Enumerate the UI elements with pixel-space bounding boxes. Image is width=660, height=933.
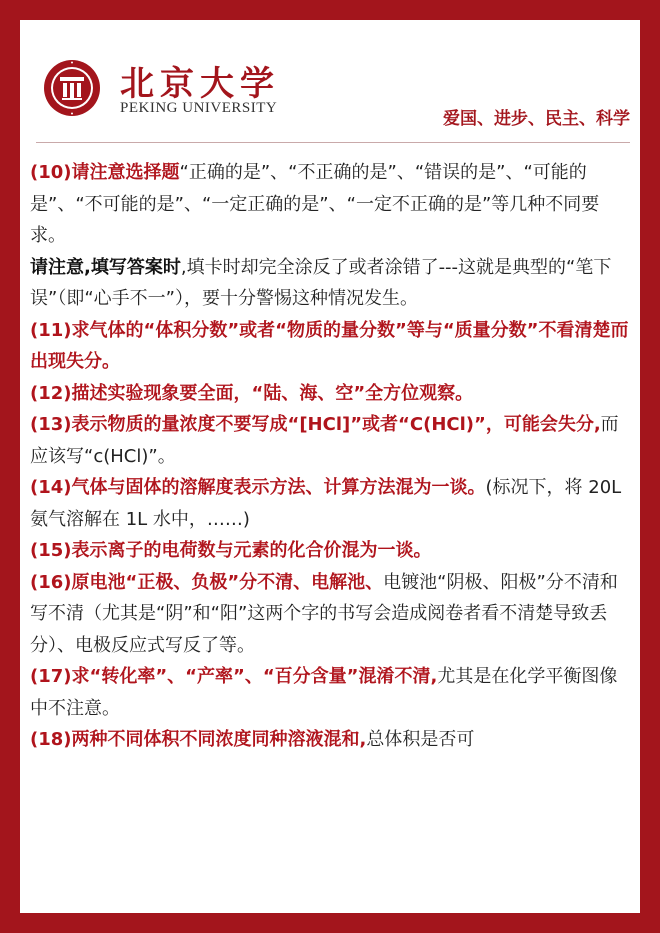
university-logo-chinese: 北京大学 <box>120 64 280 104</box>
item-17-heading: (17)求“转化率”、“产率”、“百分含量”混淆不清, <box>30 666 438 687</box>
note-text: ,填卡时却完全涂反了或者涂错了---这就是典型的“笔下误”（即“心手不一”），要十分警惕这种情况发生。 <box>30 256 612 309</box>
item-10-heading: (10)请注意选择题 <box>30 162 180 183</box>
document-body <box>30 157 634 756</box>
item-15-text: (15)表示离子的电荷数与元素的化合价混为一谈。 <box>30 540 432 561</box>
item-16 <box>30 567 634 662</box>
item-16-text: 电镀池“阴极、阳极”分不清和写不清（尤其是“阴”和“阳”这两个字的书写会造成阅卷者看不清楚导致丢分）、电极反应式写反了等。 <box>30 571 618 656</box>
item-12-text: (12)描述实验现象要全面，“陆、海、空”全方位观察。 <box>30 382 474 404</box>
item-18-text: 总体积是否可 <box>366 729 475 750</box>
header-divider <box>36 142 630 143</box>
note-heading: 请注意,填写答案时 <box>30 256 181 278</box>
item-14-text: (标况下，将 20L 氨气溶解在 1L 水中，……) <box>30 477 622 530</box>
item-18 <box>30 724 634 756</box>
page-header <box>20 20 640 145</box>
item-13-text: 而应该写“c(HCl)”。 <box>30 414 619 467</box>
note-paragraph <box>30 252 634 315</box>
item-11 <box>30 315 634 378</box>
item-15 <box>30 535 634 567</box>
item-16-heading: (16)原电池“正极、负极”分不清、电解池、 <box>30 571 384 593</box>
item-11-text: (11)求气体的“体积分数”或者“物质的量分数”等与“质量分数”不看清楚而出现失分。 <box>30 319 629 372</box>
item-10-text: “正确的是”、“不正确的是”、“错误的是”、“可能的是”、“不可能的是”、“一定正确的是”、“一定不正确的是”等几种不同要求。 <box>30 162 600 246</box>
university-logo-english: PEKING UNIVERSITY <box>120 100 278 116</box>
item-13-heading: (13)表示物质的量浓度不要写成“[HCl]”或者“C(HCl)”，可能会失分, <box>30 414 601 435</box>
document-page <box>20 20 640 913</box>
item-10 <box>30 157 634 252</box>
item-14 <box>30 472 634 535</box>
peking-university-seal-icon <box>42 58 102 118</box>
item-17-text: 尤其是在化学平衡图像中不注意。 <box>30 666 618 719</box>
item-13 <box>30 409 634 472</box>
item-12 <box>30 378 634 410</box>
item-17 <box>30 661 634 724</box>
item-18-heading: (18)两种不同体积不同浓度同种溶液混和, <box>30 729 367 750</box>
university-motto: 爱国、进步、民主、科学 <box>443 109 630 129</box>
item-14-heading: (14)气体与固体的溶解度表示方法、计算方法混为一谈。 <box>30 477 486 498</box>
